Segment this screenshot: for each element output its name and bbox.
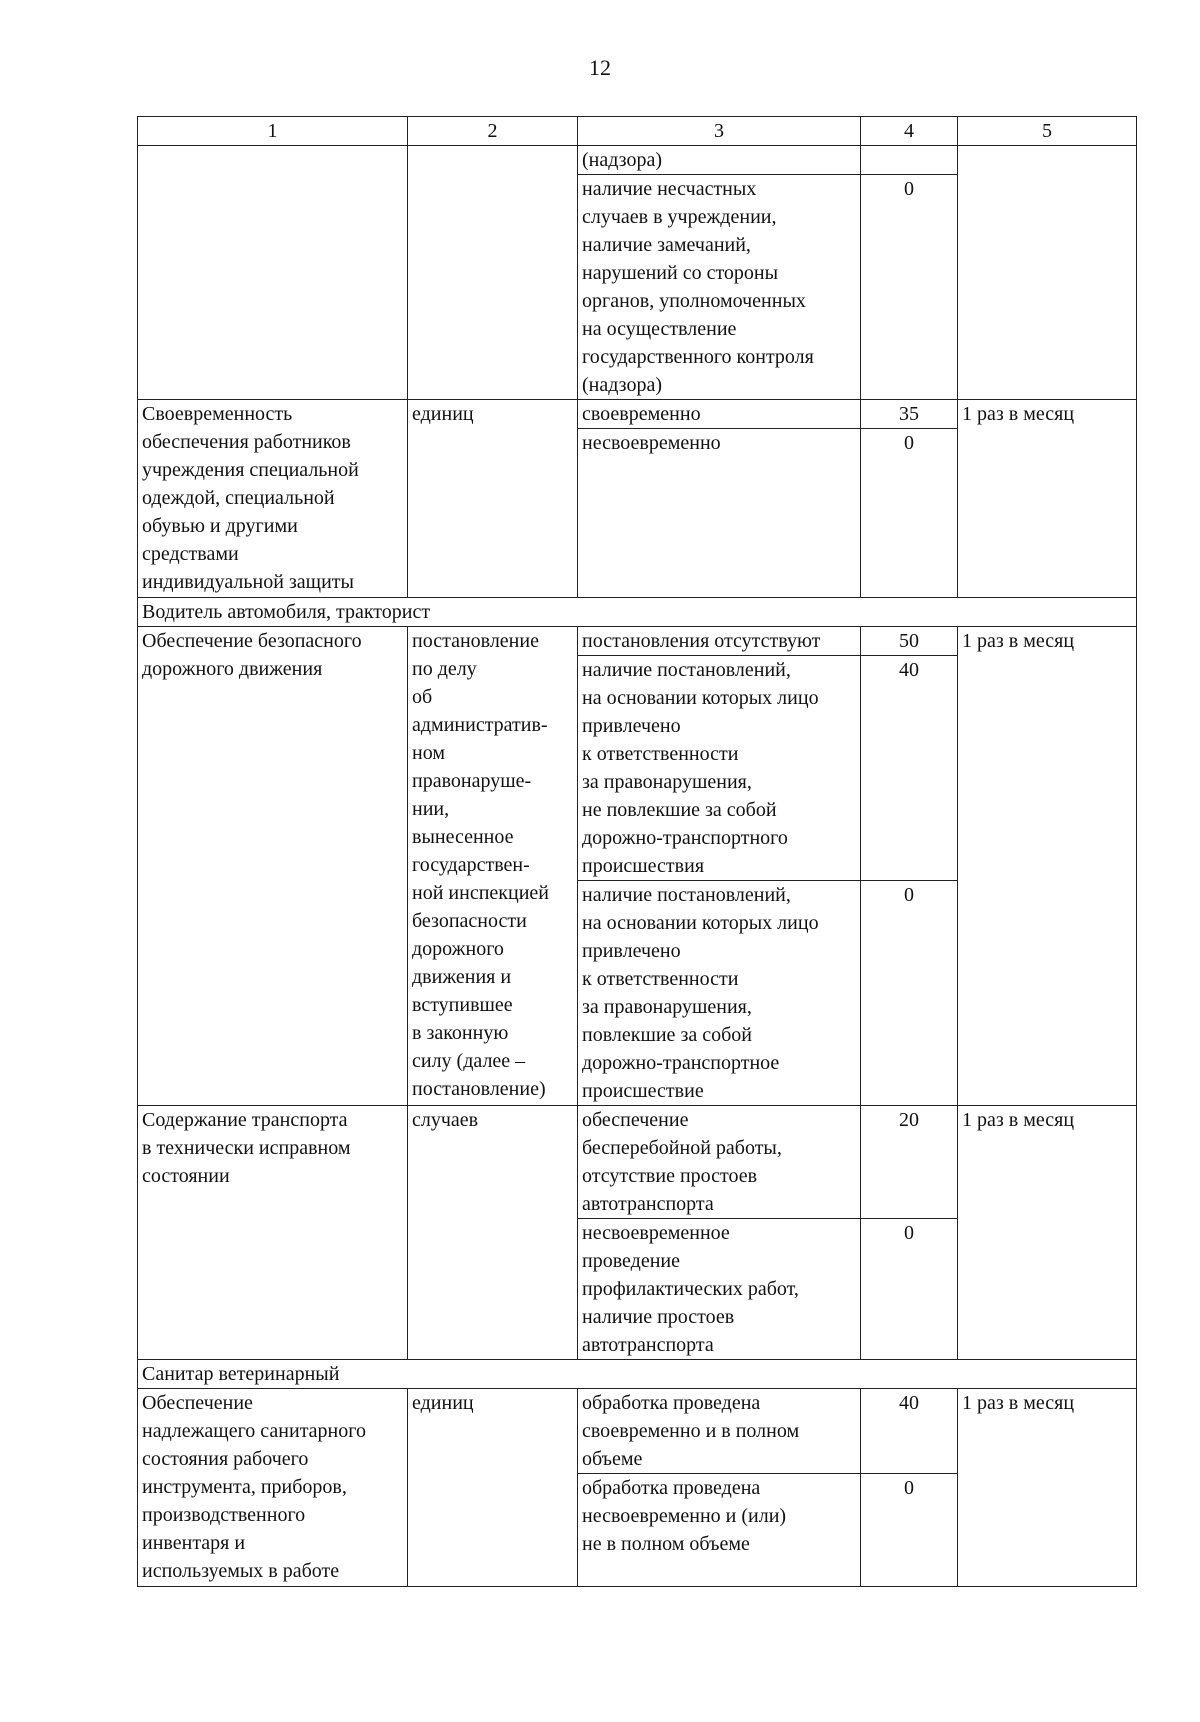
page-number: 12: [589, 55, 611, 80]
periodicity-cell: 1 раз в месяц: [958, 627, 1137, 1106]
criterion-cell: (надзора): [578, 146, 861, 175]
indicator-cell: Содержание транспорта в технически исправном состоянии: [138, 1106, 408, 1360]
table-row: [138, 1106, 1137, 1219]
group-row: [138, 598, 1137, 627]
periodicity-cell: 1 раз в месяц: [958, 400, 1137, 598]
column-header: 4: [861, 117, 958, 146]
indicator-cell: Своевременность обеспечения работников учреждения специальной одеждой, специальной обувью и другими средствами индивидуальной защиты: [138, 400, 408, 598]
table-row: [138, 400, 1137, 429]
column-header: 1: [138, 117, 408, 146]
score-cell: 0: [861, 1219, 958, 1360]
table-row: [138, 627, 1137, 656]
criterion-cell: несвоевременное проведение профилактических работ, наличие простоев автотранспорта: [578, 1219, 861, 1360]
table-header-row: [138, 117, 1137, 146]
criterion-cell: обработка проведена своевременно и в полном объеме: [578, 1389, 861, 1474]
table-row: [138, 1389, 1137, 1474]
score-cell: 0: [861, 175, 958, 400]
score-cell: 35: [861, 400, 958, 429]
score-cell: 0: [861, 881, 958, 1106]
criterion-cell: своевременно: [578, 400, 861, 429]
score-cell: 0: [861, 1474, 958, 1587]
criterion-cell: несвоевременно: [578, 429, 861, 598]
criterion-cell: наличие постановлений, на основании которых лицо привлечено к ответственности за правонарушения, не повлекшие за собой дорожно-транспортного происшествия: [578, 656, 861, 881]
criterion-cell: обработка проведена несвоевременно и (или) не в полном объеме: [578, 1474, 861, 1587]
score-cell: 0: [861, 429, 958, 598]
indicator-cell: Обеспечение надлежащего санитарного состояния рабочего инструмента, приборов, производственного инвентаря и используемых в работе: [138, 1389, 408, 1587]
unit-cell: единиц: [408, 400, 578, 598]
criterion-cell: наличие несчастных случаев в учреждении, наличие замечаний, нарушений со стороны органов, уполномоченных на осуществление государственного контроля (надзора): [578, 175, 861, 400]
score-cell: 40: [861, 656, 958, 881]
indicator-cell: Обеспечение безопасного дорожного движения: [138, 627, 408, 1106]
score-cell: [861, 146, 958, 175]
criteria-table: [137, 116, 1137, 1587]
periodicity-cell: [958, 146, 1137, 400]
criterion-cell: постановления отсутствуют: [578, 627, 861, 656]
unit-cell: [408, 146, 578, 400]
criterion-cell: наличие постановлений, на основании которых лицо привлечено к ответственности за правонарушения, повлекшие за собой дорожно-транспортное происшествие: [578, 881, 861, 1106]
group-row: [138, 1360, 1137, 1389]
unit-cell: постановление по делу об административ- ном правонаруше- нии, вынесенное государствен- ной инспекцией безопасности дорожного движения и вступившее в законную силу (далее – постановление): [408, 627, 578, 1106]
indicator-cell: [138, 146, 408, 400]
table-row: [138, 146, 1137, 175]
score-cell: 20: [861, 1106, 958, 1219]
column-header: 2: [408, 117, 578, 146]
score-cell: 40: [861, 1389, 958, 1474]
column-header: 3: [578, 117, 861, 146]
periodicity-cell: 1 раз в месяц: [958, 1106, 1137, 1360]
column-header: 5: [958, 117, 1137, 146]
score-cell: 50: [861, 627, 958, 656]
unit-cell: единиц: [408, 1389, 578, 1587]
group-title: Санитар ветеринарный: [138, 1360, 1137, 1389]
periodicity-cell: 1 раз в месяц: [958, 1389, 1137, 1587]
unit-cell: случаев: [408, 1106, 578, 1360]
group-title: Водитель автомобиля, тракторист: [138, 598, 1137, 627]
criterion-cell: обеспечение бесперебойной работы, отсутствие простоев автотранспорта: [578, 1106, 861, 1219]
